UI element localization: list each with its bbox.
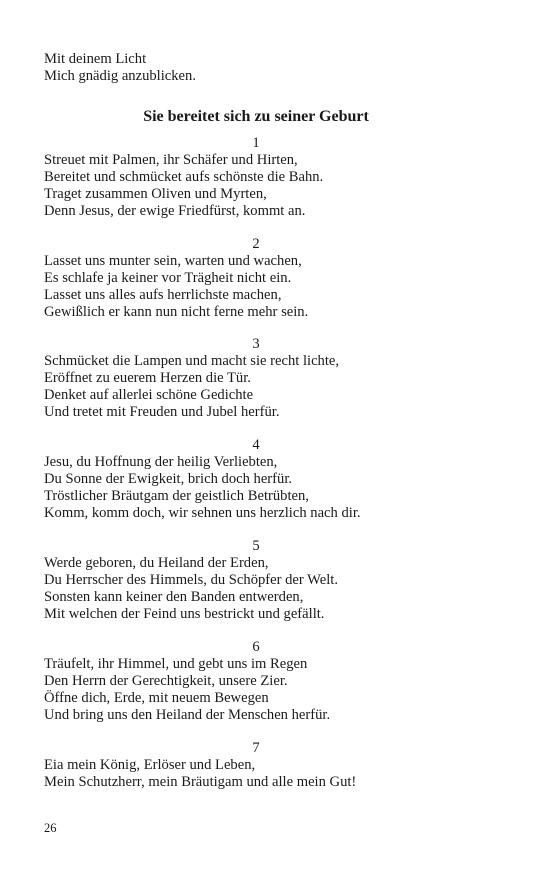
stanza-number: 5	[252, 538, 260, 554]
stanza	[44, 454, 504, 522]
verse-line: Denn Jesus, der ewige Friedfürst, kommt an.	[44, 203, 306, 219]
intro-lines	[44, 51, 504, 85]
verse-line: Eröffnet zu euerem Herzen die Tür.	[44, 370, 251, 386]
verse-line: Mein Schutzherr, mein Bräutigam und alle mein Gut!	[44, 774, 357, 790]
verse-line: Du Herrscher des Himmels, du Schöpfer der Welt.	[44, 572, 338, 588]
verse-line: Werde geboren, du Heiland der Erden,	[44, 555, 269, 571]
stanza	[44, 757, 504, 791]
verse-line: Es schlafe ja keiner vor Trägheit nicht ein.	[44, 270, 292, 286]
stanza	[44, 353, 504, 421]
verse-line: Sonsten kann keiner den Banden entwerden,	[44, 589, 304, 605]
stanza	[44, 152, 504, 220]
verse-line: Schmücket die Lampen und macht sie recht lichte,	[44, 353, 340, 369]
stanza-number: 7	[252, 740, 260, 756]
verse-line: Eia mein König, Erlöser und Leben,	[44, 757, 256, 773]
verse-line: Und tretet mit Freuden und Jubel herfür.	[44, 404, 280, 420]
verse-line: Lasset uns alles aufs herrlichste machen,	[44, 287, 282, 303]
verse-line: Komm, komm doch, wir sehnen uns herzlich nach dir.	[44, 505, 361, 521]
verse-line: Öffne dich, Erde, mit neuem Bewegen	[44, 690, 269, 706]
verse-line: Lasset uns munter sein, warten und wachen,	[44, 253, 302, 269]
verse-line: Und bring uns den Heiland der Menschen herfür.	[44, 707, 331, 723]
verse-line: Tröstlicher Bräutgam der geistlich Betrübten,	[44, 488, 309, 504]
page-number: 26	[44, 821, 57, 835]
intro-line: Mit deinem Licht	[44, 51, 147, 67]
verse-line: Denket auf allerlei schöne Gedichte	[44, 387, 254, 403]
stanza	[44, 656, 504, 724]
verse-line: Jesu, du Hoffnung der heilig Verliebten,	[44, 454, 278, 470]
verse-line: Traget zusammen Oliven und Myrten,	[44, 186, 267, 202]
stanza-number: 2	[252, 236, 260, 252]
stanza-number: 3	[252, 336, 260, 352]
intro-line: Mich gnädig anzublicken.	[44, 68, 196, 84]
stanza	[44, 253, 504, 321]
stanza	[44, 555, 504, 623]
stanza-number: 1	[252, 135, 260, 151]
verse-line: Träufelt, ihr Himmel, und gebt uns im Regen	[44, 656, 308, 672]
verse-line: Gewißlich er kann nun nicht ferne mehr sein.	[44, 304, 309, 320]
verse-line: Streuet mit Palmen, ihr Schäfer und Hirten,	[44, 152, 298, 168]
verse-line: Mit welchen der Feind uns bestrickt und gefällt.	[44, 606, 325, 622]
verse-line: Bereitet und schmücket aufs schönste die Bahn.	[44, 169, 324, 185]
verse-line: Du Sonne der Ewigkeit, brich doch herfür.	[44, 471, 293, 487]
poem-title: Sie bereitet sich zu seiner Geburt	[143, 108, 369, 125]
stanza-number: 6	[252, 639, 260, 655]
stanza-number: 4	[252, 437, 260, 453]
verse-line: Den Herrn der Gerechtigkeit, unsere Zier.	[44, 673, 288, 689]
